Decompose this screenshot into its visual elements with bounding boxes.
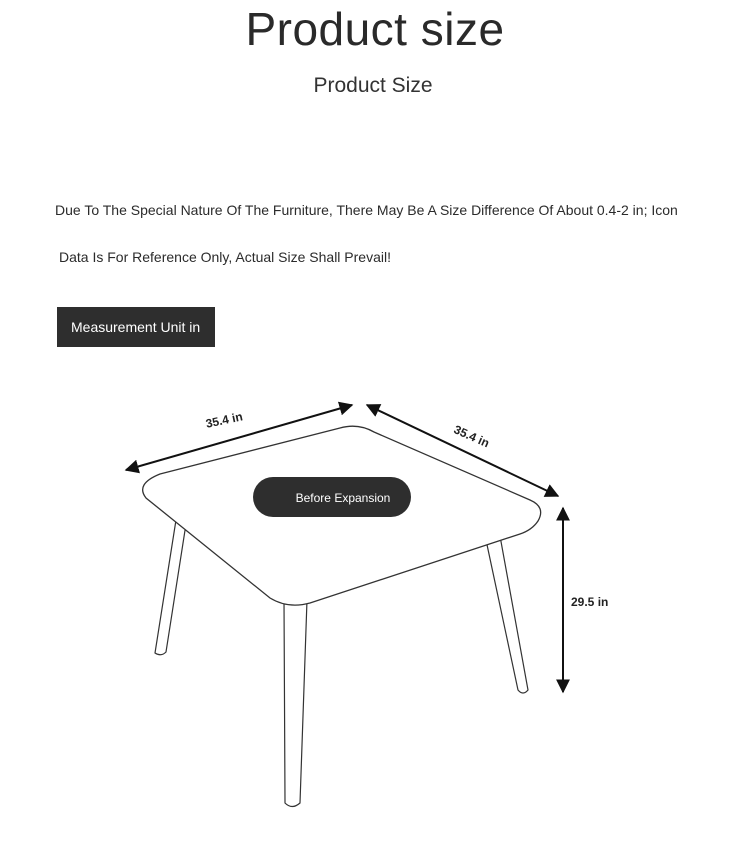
back-left-leg (155, 520, 186, 655)
width-label: 35.4 in (204, 409, 244, 431)
measurement-unit-label: Measurement Unit in (71, 319, 201, 335)
height-label: 29.5 in (571, 595, 609, 609)
page-title: Product size (245, 3, 505, 55)
depth-label: 35.4 in (451, 422, 492, 451)
expansion-state-label: Before Expansion (295, 491, 391, 505)
size-notice-line-1: Due To The Special Nature Of The Furniture, There May Be A Size Difference Of About 0.4-2 in; Icon (55, 202, 678, 218)
right-leg (486, 536, 528, 693)
size-notice-line-2: Data Is For Reference Only, Actual Size Shall Prevail! (59, 249, 391, 265)
section-subtitle: Product Size (313, 74, 433, 97)
expansion-state-badge (253, 477, 411, 517)
front-leg (284, 600, 307, 807)
